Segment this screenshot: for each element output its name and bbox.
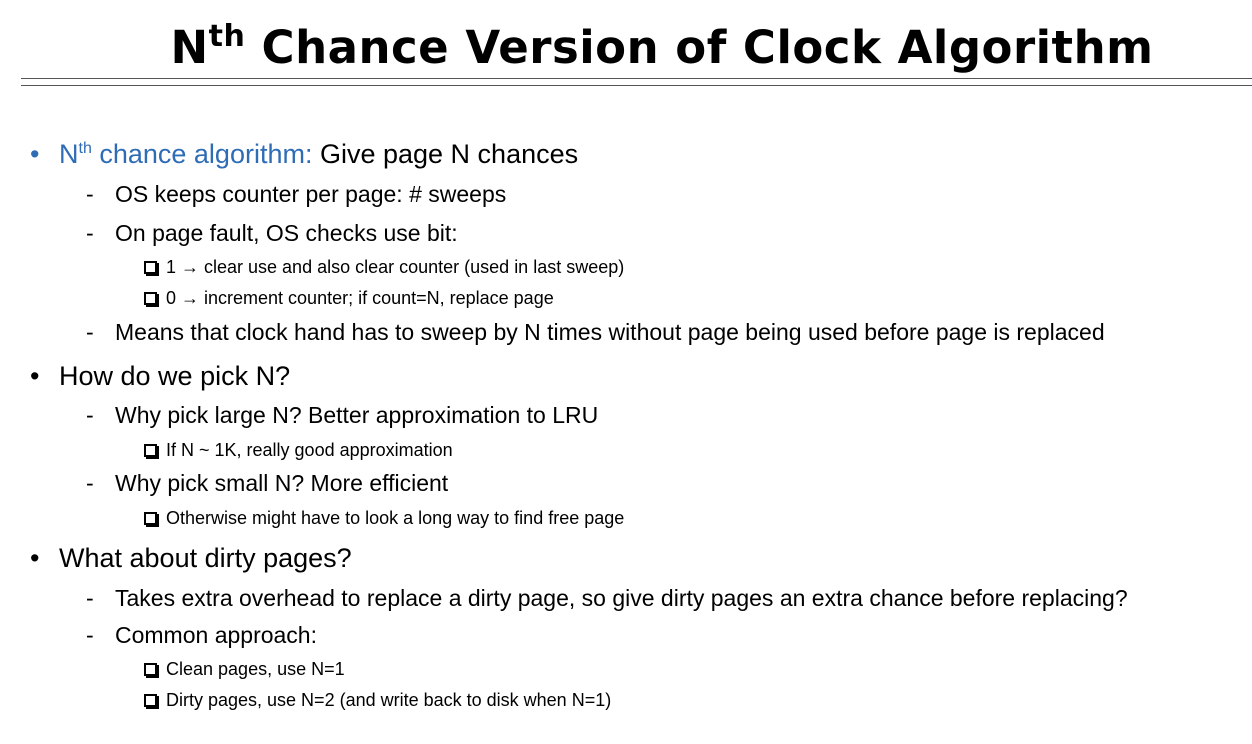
sub-bullet-text: OS keeps counter per page: # sweeps — [115, 181, 507, 207]
checkbox-icon — [144, 512, 157, 525]
sub-sub-bullet-text: 1 → clear use and also clear counter (used in last sweep) — [166, 257, 625, 277]
bullet-heading-rest: Give page N chances — [312, 139, 579, 169]
bullet-heading-prefix: N — [59, 139, 79, 169]
checkbox-icon — [144, 292, 157, 305]
bullet-dot-icon: • — [30, 361, 40, 391]
sub-bullet-text: Takes extra overhead to replace a dirty page, so give dirty pages an extra chance before replacing? — [115, 585, 1128, 611]
sub-sub-bullet-text: Otherwise might have to look a long way to find free page — [166, 508, 625, 528]
sub-sub-bullet-text: Clean pages, use N=1 — [166, 659, 345, 679]
bullet-dot-icon: • — [30, 139, 40, 169]
bullet-nth-chance — [30, 138, 578, 170]
sub-bullet-text: Common approach: — [115, 622, 317, 648]
checkbox-icon — [144, 694, 157, 707]
sub-sub-bullet — [144, 689, 611, 711]
checkbox-icon — [144, 444, 157, 457]
title-superscript: th — [208, 19, 246, 54]
dash-icon: - — [86, 402, 94, 428]
sub-bullet — [86, 469, 448, 497]
dash-icon: - — [86, 470, 94, 496]
dash-icon: - — [86, 319, 94, 345]
sub-sub-bullet-text: 0 → increment counter; if count=N, replace page — [166, 288, 554, 308]
checkbox-icon — [144, 663, 157, 676]
sub-sub-bullet — [144, 439, 453, 461]
sub-sub-bullet — [144, 507, 624, 529]
title-rest: Chance Version of Clock Algorithm — [245, 21, 1154, 74]
sub-bullet — [86, 219, 458, 247]
sub-bullet — [86, 180, 506, 208]
bullet-heading: What about dirty pages? — [59, 543, 352, 573]
checkbox-icon — [144, 261, 157, 274]
bullet-dot-icon: • — [30, 543, 40, 573]
sub-sub-bullet-text: Dirty pages, use N=2 (and write back to disk when N=1) — [166, 690, 612, 710]
title-prefix: N — [170, 21, 209, 74]
sub-sub-bullet-text: If N ~ 1K, really good approximation — [166, 440, 453, 460]
dash-icon: - — [86, 585, 94, 611]
sub-bullet-text: Means that clock hand has to sweep by N times without page being used before page is replaced — [115, 319, 1105, 345]
sub-sub-bullet — [144, 256, 624, 278]
bullet-heading-accent: chance algorithm: — [91, 139, 313, 169]
sub-bullet-text: Why pick large N? Better approximation to LRU — [115, 402, 599, 428]
sub-bullet-text: Why pick small N? More efficient — [115, 470, 449, 496]
bullet-pick-n — [30, 360, 290, 392]
title-rule-top — [21, 78, 1252, 79]
sub-sub-bullet — [144, 287, 554, 309]
sub-bullet — [86, 401, 598, 429]
bullet-heading: How do we pick N? — [59, 361, 291, 391]
sub-bullet — [86, 621, 317, 649]
bullet-dirty-pages — [30, 542, 352, 574]
dash-icon: - — [86, 220, 94, 246]
sub-bullet-text: On page fault, OS checks use bit: — [115, 220, 458, 246]
sub-bullet — [86, 318, 1105, 346]
dash-icon: - — [86, 622, 94, 648]
dash-icon: - — [86, 181, 94, 207]
bullet-heading-superscript: th — [78, 140, 92, 157]
slide-title — [0, 18, 1252, 78]
title-rule-bottom — [21, 85, 1252, 86]
sub-bullet — [86, 584, 1128, 612]
sub-sub-bullet — [144, 658, 345, 680]
